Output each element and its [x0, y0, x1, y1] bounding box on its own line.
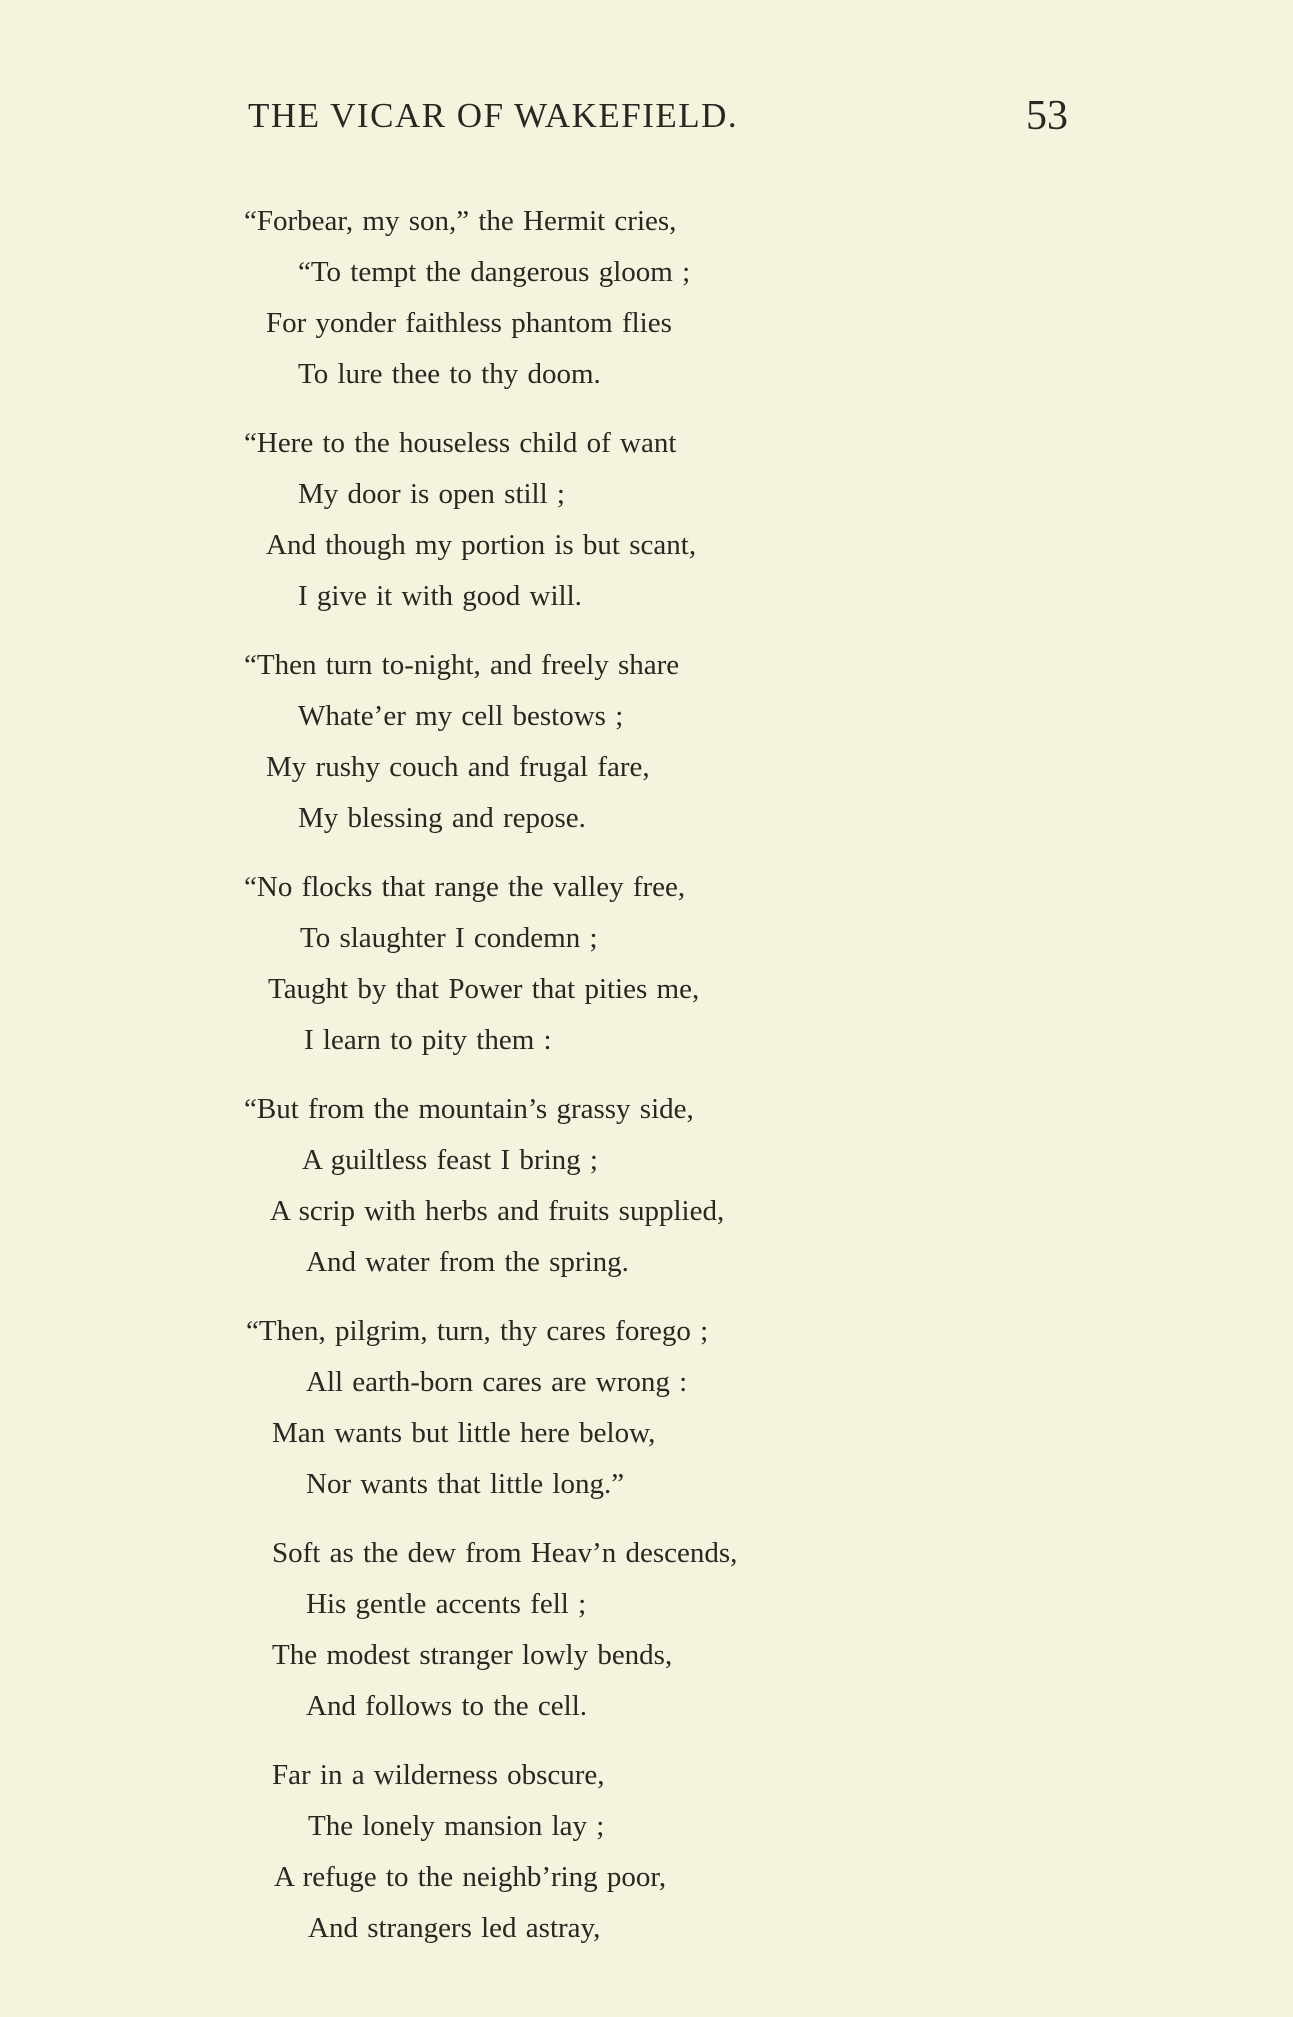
poem-line: His gentle accents fell ;: [306, 1588, 587, 1620]
poem-line: “Then, pilgrim, turn, thy cares forego ;: [246, 1315, 709, 1347]
stanza: [0, 862, 1293, 1066]
poem-line: A scrip with herbs and fruits supplied,: [270, 1195, 725, 1227]
poem-line: Taught by that Power that pities me,: [268, 973, 700, 1005]
poem-line: A guiltless feast I bring ;: [302, 1144, 598, 1176]
poem-line: My blessing and repose.: [298, 802, 586, 834]
poem-line: “Here to the houseless child of want: [244, 427, 677, 459]
poem-line: “To tempt the dangerous gloom ;: [298, 256, 691, 288]
poem-line: I give it with good will.: [298, 580, 582, 612]
poem-line: To slaughter I condemn ;: [300, 922, 598, 954]
poem-line: And strangers led astray,: [308, 1912, 601, 1944]
running-title: THE VICAR OF WAKEFIELD.: [248, 96, 739, 135]
poem-line: “No flocks that range the valley free,: [244, 871, 686, 903]
poem-line: “Then turn to-night, and freely share: [244, 649, 680, 681]
poem-line: Nor wants that little long.”: [306, 1468, 625, 1500]
stanza: [0, 1528, 1293, 1732]
poem-body: [0, 196, 1293, 1972]
stanza: [0, 1084, 1293, 1288]
stanza: [0, 418, 1293, 622]
page-header: [248, 93, 1068, 152]
poem-line: All earth-born cares are wrong :: [306, 1366, 688, 1398]
poem-line: The modest stranger lowly bends,: [272, 1639, 673, 1671]
poem-line: Man wants but little here below,: [272, 1417, 656, 1449]
poem-line: And though my portion is but scant,: [266, 529, 697, 561]
poem-line: Whate’er my cell bestows ;: [298, 700, 624, 732]
poem-line: And follows to the cell.: [306, 1690, 588, 1722]
poem-line: The lonely mansion lay ;: [308, 1810, 605, 1842]
poem-line: “But from the mountain’s grassy side,: [244, 1093, 694, 1125]
poem-line: My rushy couch and frugal fare,: [266, 751, 650, 783]
poem-line: My door is open still ;: [298, 478, 565, 510]
stanza: [0, 1306, 1293, 1510]
poem-line: I learn to pity them :: [304, 1024, 552, 1056]
poem-line: A refuge to the neighb’ring poor,: [274, 1861, 667, 1893]
poem-line: Soft as the dew from Heav’n descends,: [272, 1537, 738, 1569]
stanza: [0, 640, 1293, 844]
stanza: [0, 1750, 1293, 1954]
poem-line: To lure thee to thy doom.: [298, 358, 601, 390]
poem-line: “Forbear, my son,” the Hermit cries,: [244, 205, 677, 237]
poem-line: And water from the spring.: [306, 1246, 629, 1278]
page-number: 53: [1026, 93, 1068, 139]
stanza: [0, 196, 1293, 400]
poem-line: For yonder faithless phantom flies: [266, 307, 672, 339]
poem-line: Far in a wilderness obscure,: [272, 1759, 605, 1791]
